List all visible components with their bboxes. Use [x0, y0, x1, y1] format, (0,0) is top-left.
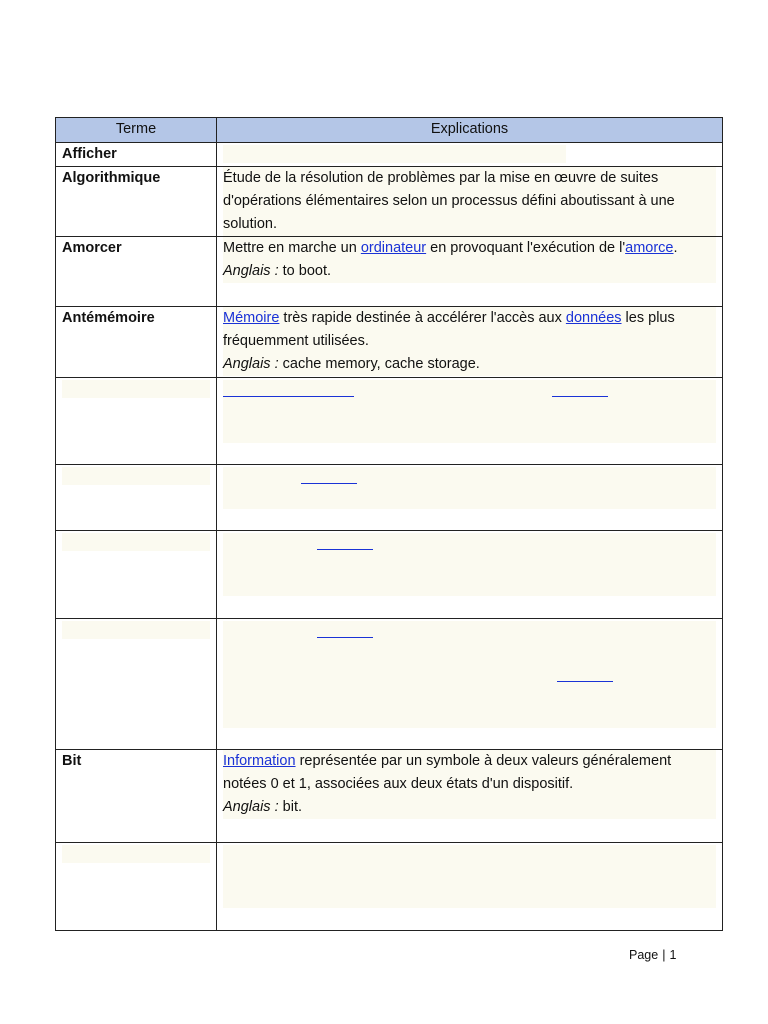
header-term: Terme — [56, 118, 217, 143]
explanation-bit: Information représentée par un symbole à deux valeurs généralement notées 0 et 1, associées aux deux états d'un dispositif. Anglais : bit. — [217, 750, 723, 843]
table-row — [56, 167, 723, 237]
table-row — [56, 237, 723, 307]
page-number: 1 — [669, 948, 677, 962]
blank-link[interactable] — [317, 623, 373, 638]
page-footer — [629, 948, 676, 962]
explanation-blank — [217, 378, 723, 465]
term-blank — [56, 378, 217, 465]
link-ordinateur[interactable]: ordinateur — [360, 240, 427, 256]
term-blank — [56, 619, 217, 750]
table-row-blank — [56, 843, 723, 931]
link-donnees[interactable]: données — [565, 310, 622, 326]
link-amorce[interactable]: amorce — [625, 240, 674, 256]
table-row-blank — [56, 378, 723, 465]
term-afficher: Afficher — [56, 143, 217, 167]
table-row-blank — [56, 465, 723, 531]
link-information[interactable]: Information — [223, 753, 296, 769]
page-separator: | — [662, 948, 666, 962]
blank-link[interactable] — [552, 382, 608, 397]
table-row — [56, 307, 723, 378]
blank-link[interactable] — [557, 667, 613, 682]
explanation-afficher — [217, 143, 723, 167]
english-value: cache memory, cache storage. — [278, 356, 480, 372]
term-algorithmique: Algorithmique — [56, 167, 217, 237]
english-value: bit. — [278, 799, 302, 815]
term-amorcer: Amorcer — [56, 237, 217, 307]
blank-link[interactable] — [317, 535, 373, 550]
blank-link[interactable] — [223, 382, 354, 397]
header-explanation: Explications — [217, 118, 723, 143]
glossary-table — [55, 117, 723, 931]
table-row — [56, 143, 723, 167]
term-blank — [56, 843, 217, 931]
link-memoire[interactable]: Mémoire — [223, 310, 280, 326]
explanation-amorcer: Mettre en marche un ordinateur en provoquant l'exécution de l'amorce. Anglais : to boot. — [217, 237, 723, 307]
table-header-row — [56, 118, 723, 143]
table-row-blank — [56, 531, 723, 619]
english-label: Anglais : — [223, 263, 279, 279]
table-row — [56, 750, 723, 843]
explanation-text: Étude de la résolution de problèmes par la mise en œuvre de suites d'opérations élémentaires selon un processus défini aboutissant à une solution. — [223, 167, 716, 236]
explanation-blank — [217, 465, 723, 531]
page-label: Page — [629, 948, 659, 962]
blank-link[interactable] — [301, 469, 357, 484]
english-label: Anglais : — [223, 356, 279, 372]
explanation-antememoire: Mémoire très rapide destinée à accélérer l'accès aux données les plus fréquemment utilisées. Anglais : cache memory, cache storage. — [217, 307, 723, 378]
term-bit: Bit — [56, 750, 217, 843]
explanation-blank — [217, 619, 723, 750]
term-blank — [56, 465, 217, 531]
table-row-blank — [56, 619, 723, 750]
explanation-algorithmique — [217, 167, 723, 237]
explanation-blank — [217, 531, 723, 619]
english-label: Anglais : — [223, 799, 279, 815]
term-antememoire: Antémémoire — [56, 307, 217, 378]
explanation-blank — [217, 843, 723, 931]
term-blank — [56, 531, 217, 619]
english-value: to boot. — [278, 263, 332, 279]
